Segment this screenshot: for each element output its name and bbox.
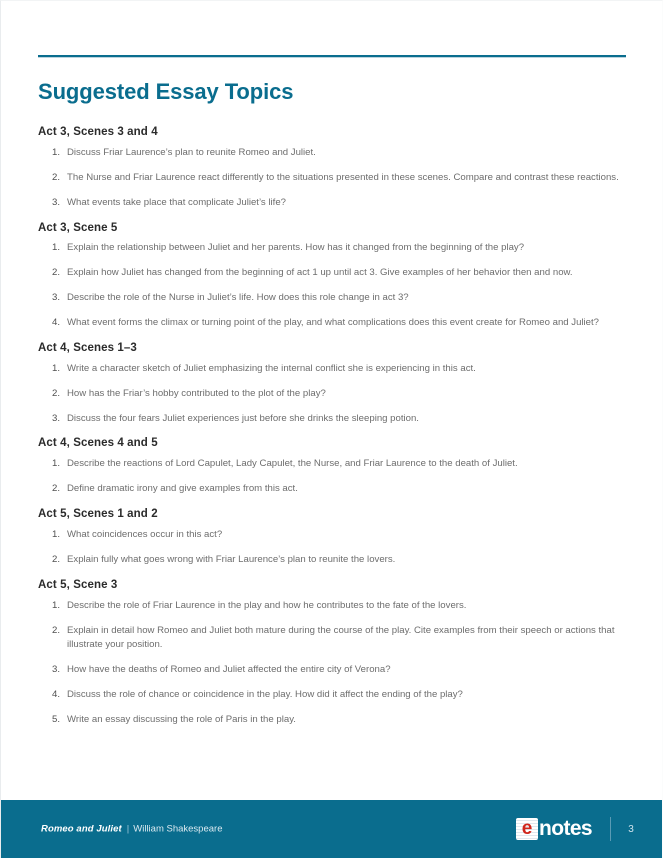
- question-number: 1.: [51, 529, 60, 540]
- essay-section: [38, 578, 628, 728]
- question-list: [38, 528, 628, 568]
- question-item: [38, 171, 628, 186]
- question-text: Describe the role of Friar Laurence in the play and how he contributes to the fate of the lovers.: [67, 599, 467, 611]
- question-text: Explain in detail how Romeo and Juliet both mature during the course of the play. Cite examples from their speech or actions that illustrate your position.: [67, 624, 615, 651]
- essay-section: [38, 507, 628, 568]
- question-item: [38, 362, 628, 377]
- footer-author: William Shakespeare: [133, 823, 223, 835]
- essay-topics-content: [38, 125, 628, 738]
- essay-section: [38, 125, 628, 211]
- footer-citation: [41, 824, 222, 835]
- question-item: [38, 553, 628, 568]
- question-text: Discuss the four fears Juliet experiences just before she drinks the sleeping potion.: [67, 412, 419, 424]
- question-number: 5.: [51, 713, 60, 725]
- question-number: 1.: [51, 362, 60, 374]
- footer-work-title: Romeo and Juliet: [41, 823, 122, 835]
- question-number: 2.: [51, 267, 60, 279]
- section-heading: Act 5, Scene 3: [38, 578, 118, 591]
- question-number: 1.: [51, 146, 60, 158]
- footer-divider: [610, 817, 611, 841]
- question-item: [38, 266, 628, 281]
- question-text: Write a character sketch of Juliet emphasizing the internal conflict she is experiencing in this act.: [67, 362, 476, 374]
- section-heading: Act 4, Scenes 1–3: [38, 341, 137, 354]
- question-text: What events take place that complicate Juliet’s life?: [67, 196, 286, 208]
- question-item: [38, 457, 628, 472]
- page-number: 3: [628, 823, 634, 835]
- question-item: [38, 387, 628, 402]
- question-number: 3.: [51, 664, 60, 676]
- question-number: 3.: [51, 412, 60, 424]
- question-text: Discuss the role of chance or coincidence in the play. How did it affect the ending of the play?: [67, 689, 463, 701]
- question-text: Write an essay discussing the role of Paris in the play.: [67, 713, 296, 725]
- page-footer: [1, 800, 662, 858]
- question-number: 3.: [51, 292, 60, 304]
- question-number: 2.: [51, 171, 60, 183]
- header-rule: [38, 55, 626, 58]
- question-item: [38, 241, 628, 256]
- enotes-logo[interactable]: [516, 818, 592, 840]
- essay-section: [38, 221, 628, 331]
- question-item: [38, 713, 628, 728]
- question-text: Explain how Juliet has changed from the beginning of act 1 up until act 3. Give examples of her behavior then and now.: [67, 267, 573, 279]
- question-item: [38, 599, 628, 614]
- question-item: [38, 663, 628, 678]
- question-text: Discuss Friar Laurence’s plan to reunite Romeo and Juliet.: [67, 146, 316, 158]
- question-text: Explain the relationship between Juliet and her parents. How has it changed from the beginning of the play?: [67, 242, 525, 254]
- section-heading: Act 3, Scene 5: [38, 221, 118, 234]
- question-number: 1.: [51, 458, 60, 470]
- question-list: [38, 362, 628, 427]
- question-text: Explain fully what goes wrong with Friar Laurence’s plan to reunite the lovers.: [67, 553, 396, 565]
- essay-section: [38, 341, 628, 427]
- question-text: How have the deaths of Romeo and Juliet affected the entire city of Verona?: [67, 664, 391, 676]
- question-number: 4.: [51, 689, 60, 701]
- section-heading: Act 4, Scenes 4 and 5: [38, 437, 158, 450]
- question-item: [38, 291, 628, 306]
- question-number: 2.: [51, 553, 60, 565]
- footer-separator: |: [126, 823, 130, 835]
- question-item: [38, 316, 628, 331]
- question-list: [38, 241, 628, 330]
- question-number: 4.: [51, 317, 60, 329]
- question-text: Define dramatic irony and give examples from this act.: [67, 483, 298, 495]
- question-item: [38, 528, 628, 543]
- question-list: [38, 146, 628, 211]
- question-number: 3.: [51, 196, 60, 208]
- question-text: The Nurse and Friar Laurence react differently to the situations presented in these scenes. Compare and contrast these reactions.: [67, 171, 619, 183]
- question-text: Describe the role of the Nurse in Juliet’s life. How does this role change in act 3?: [67, 292, 409, 304]
- question-number: 2.: [51, 483, 60, 495]
- question-list: [38, 457, 628, 497]
- question-item: [38, 196, 628, 211]
- question-item: [38, 624, 628, 654]
- page-title: Suggested Essay Topics: [38, 79, 294, 104]
- header-rule-shadow: [38, 57, 626, 58]
- question-number: 2.: [51, 387, 60, 399]
- question-number: 1.: [51, 599, 60, 611]
- question-item: [38, 412, 628, 427]
- question-number: 1.: [51, 242, 60, 254]
- question-text: How has the Friar’s hobby contributed to the plot of the play?: [67, 387, 326, 399]
- section-heading: Act 5, Scenes 1 and 2: [38, 508, 158, 521]
- question-text: What coincidences occur in this act?: [67, 529, 223, 540]
- question-item: [38, 688, 628, 703]
- essay-section: [38, 436, 628, 497]
- enotes-logo-letter-icon: e: [516, 818, 538, 840]
- question-item: [38, 146, 628, 161]
- question-item: [38, 482, 628, 497]
- question-number: 2.: [51, 624, 60, 636]
- enotes-logo-word: notes: [538, 817, 592, 840]
- question-text: Describe the reactions of Lord Capulet, Lady Capulet, the Nurse, and Friar Laurence to the death of Juliet.: [67, 458, 518, 470]
- footer-brand-area: [516, 817, 636, 841]
- section-heading: Act 3, Scenes 3 and 4: [38, 126, 158, 138]
- question-list: [38, 599, 628, 728]
- question-text: What event forms the climax or turning point of the play, and what complications does this event create for Romeo and Juliet?: [67, 317, 600, 329]
